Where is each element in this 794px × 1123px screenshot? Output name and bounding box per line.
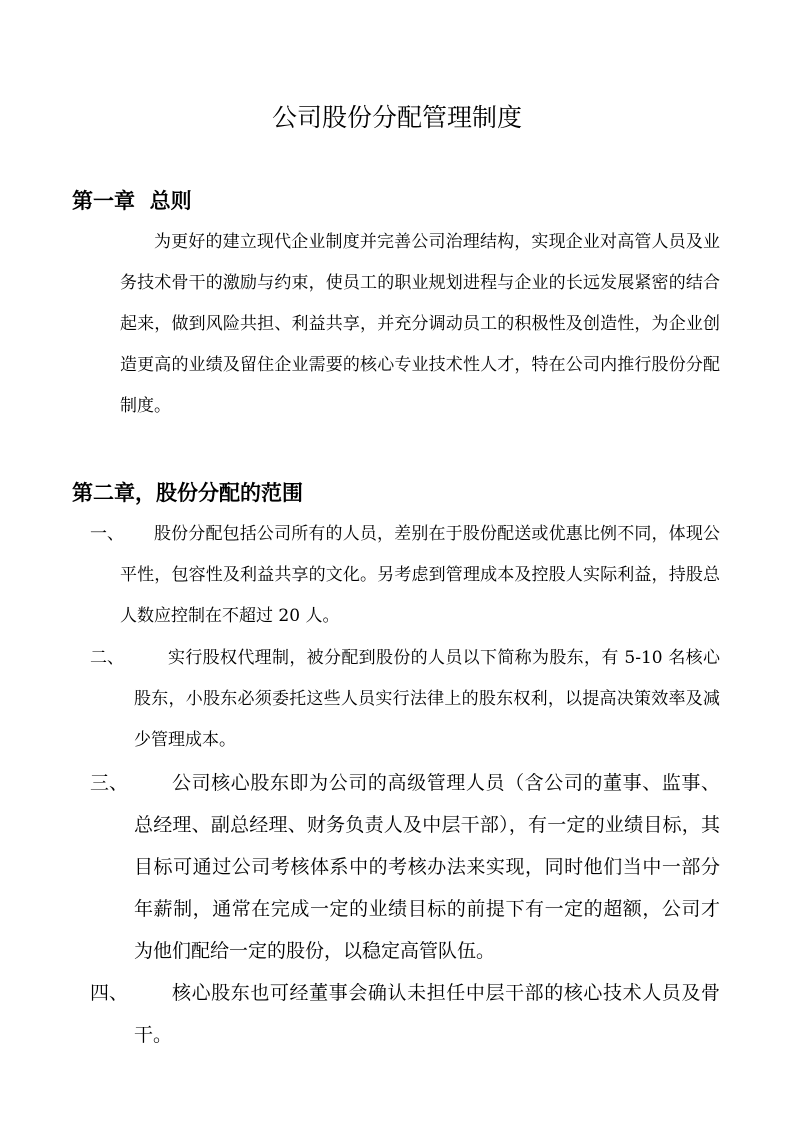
list-item-text: 核心股东也可经董事会确认未担任中层干部的核心技术人员及骨干。 (134, 982, 720, 1046)
list-item-text: 公司核心股东即为公司的高级管理人员（含公司的董事、监事、总经理、副总经理、财务负责人及中层干部），有一定的业绩目标，其目标可通过公司考核体系中的考核办法来实现，同时他们当中一部分年薪制，通常在完成一定的业绩目标的前提下有一定的超额，公司才为他们配给一定的股份，以稳定高管队伍。 (134, 772, 720, 962)
chapter-2-heading: 第二章，股份分配的范围 (72, 480, 303, 505)
document-title: 公司股份分配管理制度 (271, 103, 522, 132)
list-item-number: 二、 (90, 648, 124, 668)
list-item-3 (90, 762, 720, 982)
chapter-1-paragraph: 为更好的建立现代企业制度并完善公司治理结构，实现企业对高管人员及业务技术骨干的激励与约束，使员工的职业规划进程与企业的长远发展紧密的结合起来，做到风险共担、利益共享，并充分调动员工的积极性及创造性，为企业创造更高的业绩及留住企业需要的核心专业技术性人才，特在公司内推行股份分配制度。 (120, 232, 720, 416)
list-item-number: 一、 (90, 524, 124, 544)
list-item-number: 三、 (90, 772, 129, 794)
list-item-text: 股份分配包括公司所有的人员，差别在于股份配送或优惠比例不同，体现公平性，包容性及利益共享的文化。另考虑到管理成本及控股人实际利益，持股总人数应控制在不超过 20 人。 (120, 524, 720, 626)
list-item-1 (90, 514, 720, 644)
list-item-4 (90, 972, 720, 1062)
chapter-1-heading: 第一章 总则 (72, 188, 192, 213)
list-item-2 (90, 638, 720, 768)
list-item-number: 四、 (90, 982, 129, 1004)
list-item-text: 实行股权代理制，被分配到股份的人员以下简称为股东，有 5-10 名核心股东，小股东必须委托这些人员实行法律上的股东权利，以提高决策效率及减少管理成本。 (134, 648, 720, 750)
